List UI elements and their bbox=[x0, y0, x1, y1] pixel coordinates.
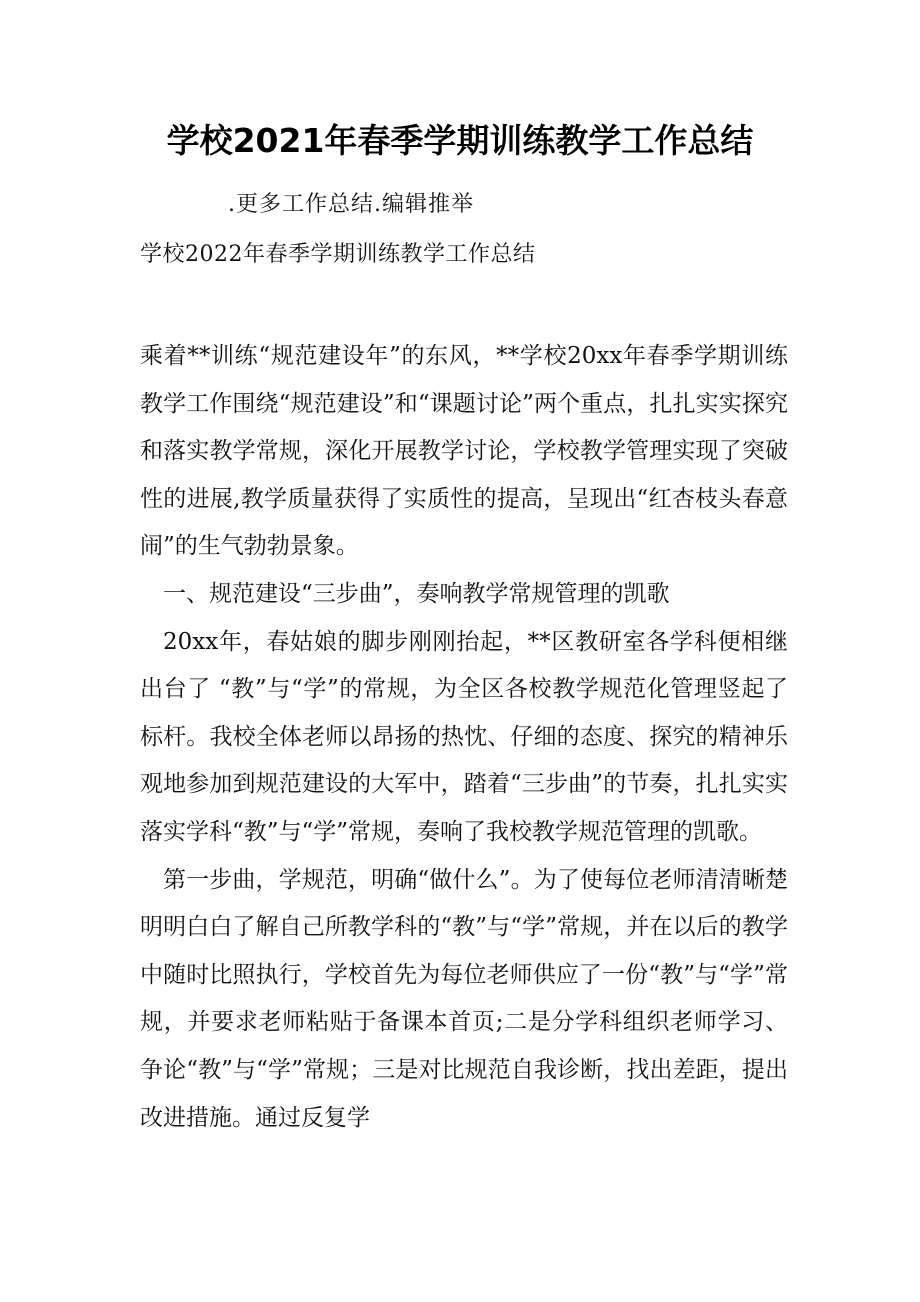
paragraph-2: 20xx年，春姑娘的脚步刚刚抬起，**区教研室各学科便相继出台了 “教”与“学”的常规，为全区各校教学规范化管理竖起了标杆。我校全体老师以昂扬的热忱、仔细的态度、探究的精神乐观地参加到规范建设的大军中，踏着“三步曲”的节奏，扎扎实实落实学科“教”与“学”常规，奏响了我校教学规范管理的凯歌。 bbox=[140, 628, 788, 845]
document-heading: 学校2022年春季学期训练教学工作总结 bbox=[140, 242, 536, 267]
paragraph-intro: 乘着**训练“规范建设年”的东风，**学校20xx年春季学期训练教学工作围绕“规范建设”和“课题讨论”两个重点，扎扎实实探究和落实教学常规，深化开展教学讨论，学校教学管理实现了突破性的进展,教学质量获得了实质性的提高，呈现出“红杏枝头春意闹”的生气勃勃景象。 bbox=[140, 343, 788, 560]
paragraph-3: 第一步曲，学规范，明确“做什么”。为了使每位老师清清晰楚明明白白了解自己所教学科的“教”与“学”常规，并在以后的教学中随时比照执行，学校首先为每位老师供应了一份“教”与“学”常规，并要求老师粘贴于备课本首页;二是分学科组织老师学习、争论“教”与“学”常规；三是对比规范自我诊断，找出差距，提出改进措施。通过反复学 bbox=[140, 866, 788, 1131]
section-heading-1: 一、规范建设“三步曲”，奏响教学常规管理的凯歌 bbox=[163, 580, 670, 607]
document-subtitle: .更多工作总结.编辑推举 bbox=[228, 192, 474, 217]
document-body bbox=[140, 333, 788, 1142]
document-title: 学校2021年春季学期训练教学工作总结 bbox=[166, 121, 754, 160]
